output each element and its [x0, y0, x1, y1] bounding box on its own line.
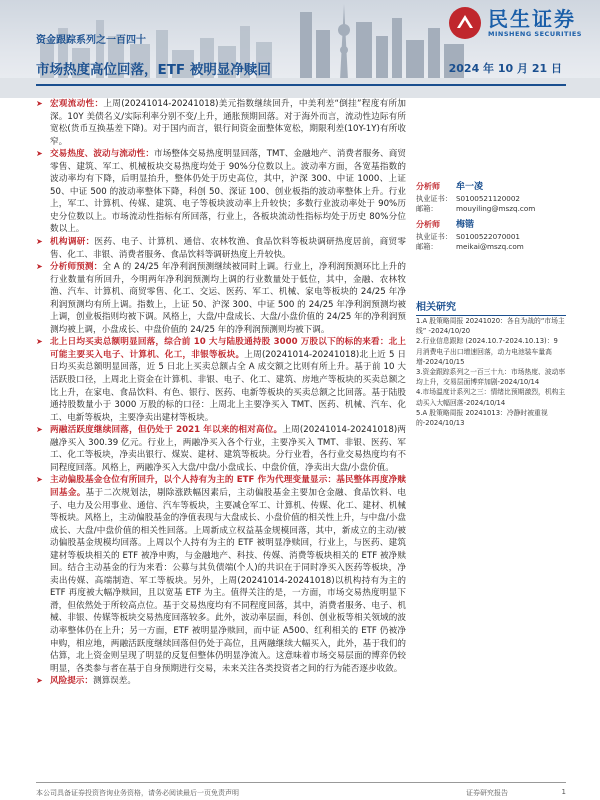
paragraph-text: 市场整体交易热度明显回落，TMT、金融地产、消费者服务、商贸零售、建筑、军工、机械板块交易热度均处于 90%分位数以上。波动率方面，各宽基指数的波动率均有下降，后明显抬升，整体仍处于历史高位，其中，沪深 300、中证 1000、上证 50、中证 500 的波动率整体下降，科创 50、深证 100、创业板指的波动率整体上升。行业上，军工、计算机、传媒、建筑、电子等板块波动率上升较快；多数行业波动率处于 90%历史分位数以上。市场流动性指标有所回落，行业上，各板块流动性指标均处于历史 80%分位数以上。 [50, 149, 406, 235]
analyst-email[interactable]: meikai@mszq.com [456, 242, 524, 251]
cert-number: S0100521120002 [456, 194, 521, 203]
arrow-bullet-icon: ➤ [36, 262, 43, 272]
email-label: 邮箱： [416, 242, 438, 251]
related-research-item[interactable]: 5.A 股策略周报 20241013：冷静时被重视的-2024/10/13 [416, 408, 548, 428]
paragraph-lead: 机构调研： [50, 237, 95, 248]
paragraph-macro-liquidity [36, 98, 406, 148]
paragraph-text: 上周(20241014-20241018)两融净买入 300.39 亿元。行业上，两融净买入各个行业，主要净买入 TMT、非银、医药、军工、化工等板块，净卖出银行、煤炭、建材、建筑等板块。分行业看，各行业交易热度均有不同程度回落。风格上，两融净买入大盘/中盘/小盘成长、中盘价值，净卖出大盘/小盘价值。 [50, 425, 406, 473]
paragraph-analyst-forecast [36, 261, 406, 336]
cert-label: 执业证书： [416, 232, 452, 241]
arrow-bullet-icon: ➤ [36, 237, 43, 247]
company-logo [448, 6, 582, 40]
paragraph-lead: 两融活跃度继续回落，但仍处于 2021 年以来的相对高位。 [50, 425, 283, 436]
report-title: 市场热度高位回落，ETF 被明显净赎回 [36, 62, 271, 78]
related-research-list [416, 316, 566, 428]
paragraph-text: 医药、电子、计算机、通信、农林牧渔、食品饮料等板块调研热度居前，商贸零售、化工、非银、消费者服务、食品饮料等调研热度上升较快。 [50, 237, 406, 260]
paragraph-institutional-research [36, 236, 406, 261]
paragraph-lead: 风险提示： [50, 676, 93, 687]
analyst-card [416, 182, 566, 214]
paragraph-northbound [36, 336, 406, 424]
report-header [0, 0, 600, 98]
paragraph-lead: 宏观流动性： [50, 99, 104, 109]
paragraph-text: 上周(20241014-20241018)北上近 5 日日均买卖总额明显回落，近 5 日北上买卖总额占全 A 成交额之比则有所上升。基于前 10 大活跃股口径，上周北上资金在计算机、非银、电子、化工、建筑、房地产等板块的买卖总额之比上升，在家电、食品饮料、有色、银行、医药、电新等板块的买卖总额之比回落。基于陆股通持股数量小于 3000 万股的标的口径：上周北上主要净买入 TMT、医药、机械、汽车、化工、电新等板块，主要净卖出建材等板块。 [50, 349, 406, 423]
paragraph-risk-warning [36, 675, 406, 688]
paragraph-lead: 北上日均买卖总额明显回落，综合前 10 大与陆股通持股 3000 万股以下的标的来看：北上可能主要买入电子、计算机、化工，非银等板块。 [50, 337, 406, 360]
arrow-bullet-icon: ➤ [36, 425, 43, 435]
cert-number: S0100522070001 [456, 232, 521, 241]
analyst-role: 分析师 [416, 182, 440, 191]
related-research-item[interactable]: 3.资金跟踪系列之一百三十九：市场热度、波动率均上升，交易层面博弈加剧-2024/10/14 [416, 368, 566, 387]
analyst-name: 牟一凌 [456, 182, 484, 192]
page-footer [36, 782, 566, 797]
report-series: 资金跟踪系列之一百四十 [36, 35, 146, 46]
arrow-bullet-icon: ➤ [36, 99, 43, 108]
paragraph-lead: 交易热度、波动与流动性： [50, 149, 155, 160]
sidebar [416, 98, 566, 768]
paragraph-text: 基于二次规划法，剔除涨跌幅因素后，主动偏股基金主要加仓金融、食品饮料、电子、电力及公用事业、通信、汽车等板块，主要减仓军工、计算机、传媒、化工、建材、机械等板块。风格上，主动偏股基金的净值表现与大盘成长、小盘价值的相关性上升，与中盘/小盘成长、大盘/中盘价值的相关性回落。上周新成立权益基金规模回落，其中，新成立的主动/被动偏股基金规模均回落。上周以个人持有为主的 ETF 被明显净赎回，行业上，与医药、建筑建材等板块相关的 ETF 被净申购，与金融地产、科技、传媒、消费等板块相关的 ETF 被净赎回。结合主动基金的行为来看：公募与其负债端(个人)的共识在于同时净买入医药等板块，净卖出传媒、高端制造、军工等板块。另外，上周(20241014-20241018)以机构持有为主的 ETF 再度被大幅净赎回，且以宽基 ETF 为主。值得关注的是，一方面，市场交易热度明显下滑，但依然处于所较高点位。基于交易热度均有不同程度回落，其中，消费者服务、电子、机械、非银、传媒等板块交易热度回落较多。此外，波动率层面，科创、创业板等相关领域的波动率整体仍在上升；另一方面，ETF 被明显净赎回，而中证 A500、红利相关的 ETF 仍被净申购，相应地，两融活跃度继续回落但仍处于高位，且两融继续大幅买入，此外，基于我们的估算，北上资金则呈现了明显的反复但整体仍明显净流入。这意味着市场交易层面的博弈仍较明显，各类参与者在基于自身预期进行交易，未来关注各类投资者之间的行为能否逐步收敛。 [50, 487, 406, 674]
title-divider [36, 84, 566, 86]
report-date: 2024 年 10 月 21 日 [448, 62, 562, 75]
email-label: 邮箱： [416, 204, 438, 213]
paragraph-lead: 主动偏股基金仓位有所回升，以个人持有为主的 ETF 作为代理变量显示：基民整体再度净赎回基金。 [50, 475, 406, 498]
footer-disclaimer: 本公司具备证券投资咨询业务资格，请务必阅读最后一页免责声明 [36, 789, 239, 797]
paragraph-trading-heat [36, 148, 406, 236]
paragraph-text: 全 A 的 24/25 年净利润预测继续被同时上调。行业上，净利润预测环比上升的行业数量有所回升，今明两年净利润预测均上调的行业数量处于低位，其中，金融、农林牧渔、汽车、计算机、商贸零售、化工、交运、医药、军工、机械、家电等板块的 24/25 年净利润预测均有所上调。指数上，上证 50、沪深 300、中证 500 的 24/25 年净利润预测均被上调，创业板指则均被下调。风格上，大盘/中盘成长、大盘/小盘价值的 24/25 年的净利润预测均被上调，小盘成长、中盘价值的 24/25 年的净利润预测则均被下调。 [50, 262, 406, 335]
logo-english-name: MINSHENG SECURITIES [488, 30, 582, 38]
report-body [36, 98, 406, 768]
analyst-role: 分析师 [416, 220, 440, 229]
cert-label: 执业证书： [416, 194, 452, 203]
arrow-bullet-icon: ➤ [36, 149, 43, 159]
paragraph-active-funds [36, 474, 406, 675]
related-research-item[interactable]: 2.行业信息跟踪 (2024.10.7-2024.10.13)：9 月消费电子出口增速回落，动力电池装车量高增-2024/10/15 [416, 337, 558, 366]
minsheng-logo-icon [448, 6, 482, 40]
arrow-bullet-icon: ➤ [36, 475, 43, 485]
analyst-email[interactable]: mouyiling@mszq.com [456, 204, 536, 213]
logo-chinese-name: 民生证券 [488, 7, 576, 31]
paragraph-lead: 分析师预测： [50, 262, 103, 273]
related-research-item[interactable]: 4.市场温度计系列之三：情绪比预期激烈，机构主动买入大幅回落-2024/10/14 [416, 388, 566, 407]
paragraph-text: 测算误差。 [92, 676, 136, 687]
arrow-bullet-icon: ➤ [36, 676, 43, 686]
page-number: 1 [561, 788, 566, 796]
related-research-title: 相关研究 [416, 298, 566, 316]
paragraph-text: 上周(20241014-20241018)美元指数继续回升，中美利差“倒挂”程度有所加深。10Y 美债名义/实际利率分别不变/上升，通胀预期回落。对于海外而言，流动性边际有所宽松(货币互换基差下降)。对于国内而言，银行间资金面整体宽松，期限利差(10Y-1Y)有所收窄。 [50, 99, 406, 147]
paragraph-margin-trading [36, 424, 406, 474]
arrow-bullet-icon: ➤ [36, 337, 43, 347]
analyst-card [416, 220, 566, 252]
analyst-name: 梅锴 [456, 220, 475, 230]
related-research-item[interactable]: 1.A 股策略周报 20241020：各自为战的“市场主线” -2024/10/20 [416, 317, 565, 336]
footer-report-type: 证券研究报告 [466, 789, 508, 797]
